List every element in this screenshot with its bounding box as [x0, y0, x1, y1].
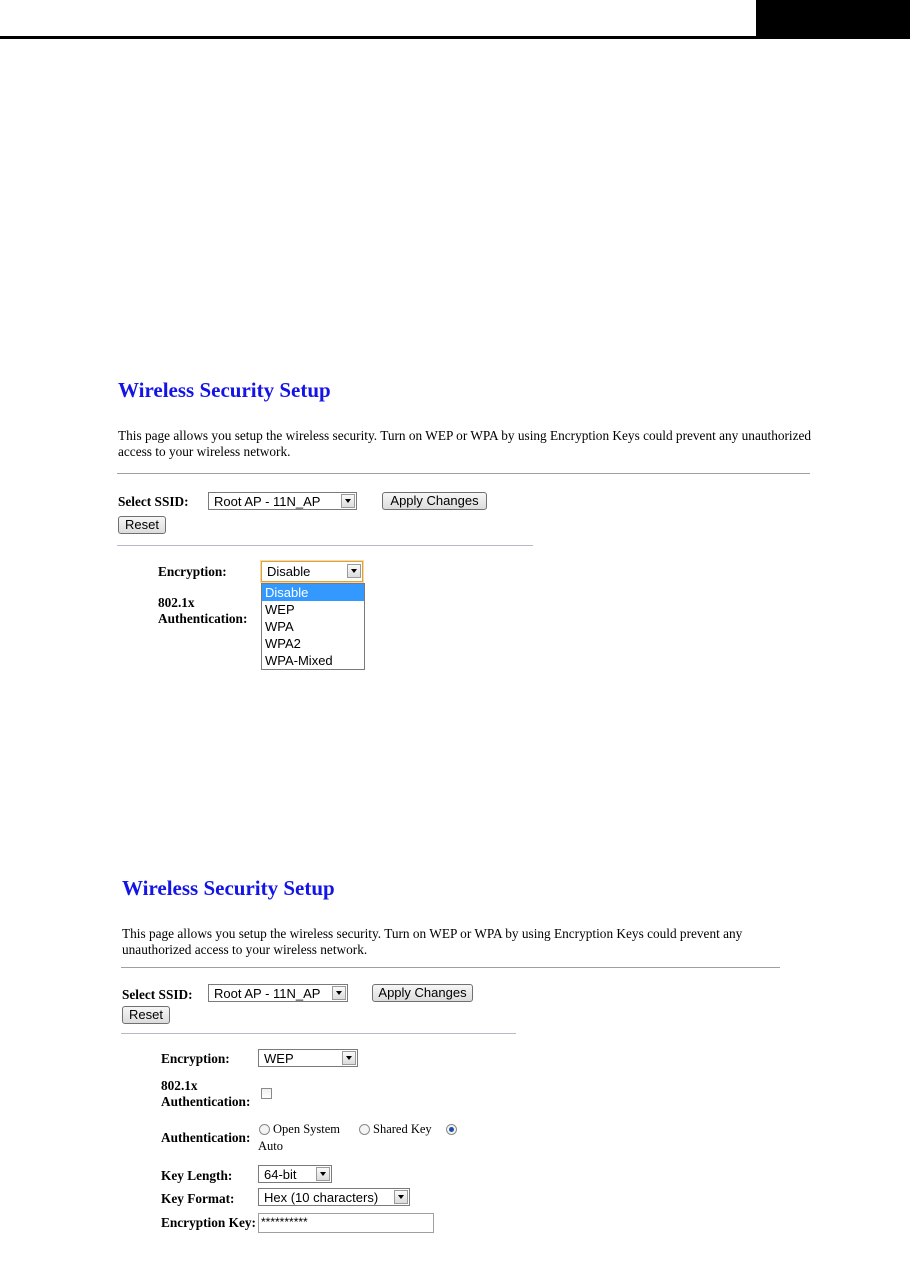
auth-auto-label: Auto [258, 1139, 283, 1153]
auth8021x-checkbox[interactable] [261, 1088, 272, 1099]
reset-button[interactable]: Reset [122, 1006, 170, 1024]
apply-changes-button[interactable]: Apply Changes [382, 492, 487, 510]
chevron-down-icon [347, 564, 361, 578]
encryption-select-value: WEP [264, 1051, 294, 1066]
auth8021x-label-line2: Authentication: [161, 1094, 251, 1109]
ssid-select-value: Root AP - 11N_AP [214, 986, 321, 1001]
encryption-select[interactable] [261, 561, 363, 582]
select-ssid-label: Select SSID: [118, 494, 189, 509]
divider [121, 967, 780, 968]
key-length-value: 64-bit [264, 1167, 297, 1182]
auth8021x-label [161, 1078, 250, 1110]
reset-button[interactable]: Reset [118, 516, 166, 534]
divider [121, 1033, 516, 1034]
key-length-select[interactable] [258, 1165, 332, 1183]
auth8021x-label-line1: 802.1x [158, 595, 195, 610]
page-description: This page allows you setup the wireless security. Turn on WEP or WPA by using Encryption Keys could prevent any unauthorized access to your wireless network. [122, 926, 743, 957]
page-description: This page allows you setup the wireless security. Turn on WEP or WPA by using Encryption Keys could prevent any unauthorized access to your wireless network. [118, 428, 812, 459]
ssid-select-value: Root AP - 11N_AP [214, 494, 321, 509]
auth8021x-label [158, 595, 247, 627]
encryption-option-disable[interactable]: Disable [262, 584, 364, 601]
chevron-down-icon [342, 1051, 356, 1065]
authentication-label: Authentication: [161, 1130, 251, 1145]
page-title: Wireless Security Setup [122, 876, 335, 900]
header-block [756, 0, 910, 39]
encryption-label: Encryption: [158, 564, 227, 579]
page-title: Wireless Security Setup [118, 378, 331, 402]
encryption-option-wep[interactable]: WEP [265, 602, 295, 617]
encryption-dropdown-list[interactable] [261, 583, 365, 670]
apply-changes-button[interactable]: Apply Changes [372, 984, 473, 1002]
auth-open-system-radio[interactable] [259, 1124, 270, 1135]
auth-auto-radio[interactable] [446, 1124, 457, 1135]
auth8021x-label-line2: Authentication: [158, 611, 248, 626]
key-format-label: Key Format: [161, 1191, 235, 1206]
auth8021x-label-line1: 802.1x [161, 1078, 198, 1093]
ssid-select[interactable] [208, 492, 357, 510]
encryption-key-input[interactable]: ********** [258, 1213, 434, 1233]
divider [117, 473, 810, 474]
chevron-down-icon [332, 986, 346, 1000]
encryption-option-wpa2[interactable]: WPA2 [265, 636, 301, 651]
encryption-option-wpa[interactable]: WPA [265, 619, 294, 634]
key-format-select[interactable] [258, 1188, 410, 1206]
ssid-select[interactable] [208, 984, 348, 1002]
encryption-select-value: Disable [267, 564, 311, 579]
encryption-label: Encryption: [161, 1051, 230, 1066]
key-format-value: Hex (10 characters) [264, 1190, 379, 1205]
auth-shared-key-radio[interactable] [359, 1124, 370, 1135]
auth-shared-key-label: Shared Key [373, 1122, 432, 1136]
encryption-key-label: Encryption Key: [161, 1215, 256, 1230]
key-length-label: Key Length: [161, 1168, 233, 1183]
divider [117, 545, 533, 546]
chevron-down-icon [316, 1167, 330, 1181]
encryption-option-wpa-mixed[interactable]: WPA-Mixed [265, 653, 333, 668]
encryption-select[interactable] [258, 1049, 358, 1067]
chevron-down-icon [394, 1190, 408, 1204]
header-rule [0, 36, 756, 39]
select-ssid-label: Select SSID: [122, 987, 193, 1002]
auth-open-system-label: Open System [273, 1122, 341, 1136]
chevron-down-icon [341, 494, 355, 508]
